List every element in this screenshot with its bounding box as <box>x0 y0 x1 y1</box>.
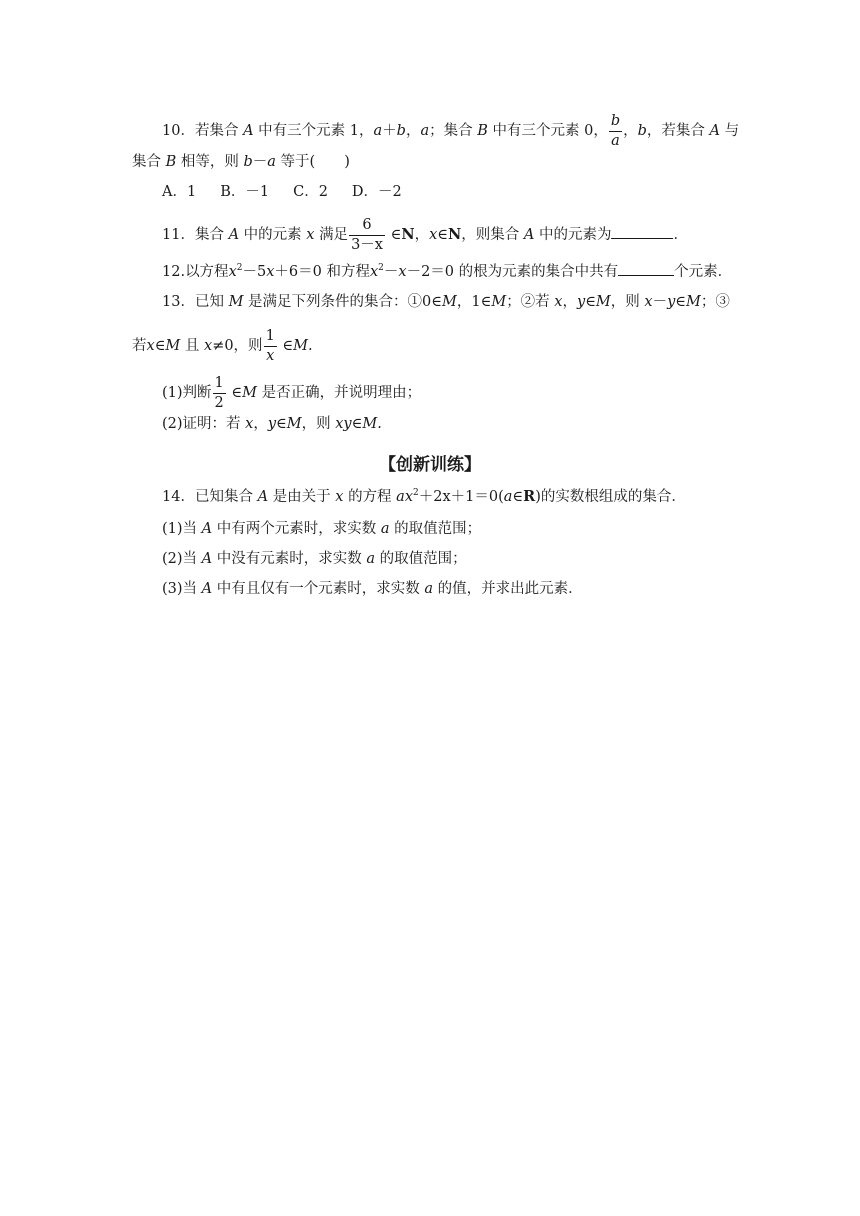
q12-number: 12. <box>162 264 186 280</box>
q13-number: 13． <box>162 294 195 310</box>
q10-option-d[interactable]: D．－2 <box>351 184 402 200</box>
q10-option-c[interactable]: C．2 <box>293 184 328 200</box>
q10-line2: 集合 B 相等，则 b－a 等于( ) <box>132 154 350 170</box>
q11-number: 11． <box>162 227 195 243</box>
q11-answer-blank[interactable] <box>611 224 673 239</box>
q10-line1: 10．若集合 A 中有三个元素 1，a＋b，a；集合 B 中有三个元素 0， $\frac{b}{a}$ ，b，若集合 A 与 <box>162 113 740 149</box>
q13-fraction: $\frac{1}{x}$ <box>265 328 275 364</box>
q13-line2: 若x∈M 且 x≠0，则 $\frac{1}{x}$ ∈M. <box>132 328 313 364</box>
q10-options <box>162 182 426 202</box>
q13-line1: 13．已知 M 是满足下列条件的集合：①0∈M，1∈M；②若 x，y∈M，则 x－y∈M；③ <box>162 294 730 310</box>
q12-line: 12.以方程$x^2-5x+6=0$ 和方程$x^2-x-2=0$ 的根为元素的集合中共有 个元素． <box>162 263 733 280</box>
section-title: 【创新训练】 <box>379 455 481 475</box>
q14-sub2: (2)当 A 中没有元素时，求实数 a 的取值范围； <box>162 551 467 567</box>
q14-sub1: (1)当 A 中有两个元素时，求实数 a 的取值范围； <box>162 521 482 537</box>
q10-option-a[interactable]: A．1 <box>162 184 197 200</box>
q13-sub1: (1)判断 $\frac{1}{2}$ ∈M 是否正确，并说明理由； <box>162 375 422 411</box>
q11-fraction: $\frac{6}{3-x}$ <box>351 217 383 253</box>
q10-number: 10． <box>162 123 195 139</box>
q13-sub2: (2)证明：若 x，y∈M，则 xy∈M. <box>162 416 382 432</box>
q11-line: 11．集合 A 中的元素 x 满足 $\frac{6}{3-x}$ ∈N，x∈N，则集合 A 中的元素为 ． <box>162 217 688 253</box>
q10-option-b[interactable]: B．－1 <box>220 184 270 200</box>
q14-number: 14． <box>162 489 195 505</box>
q12-answer-blank[interactable] <box>618 261 674 276</box>
q10-fraction: $\frac{b}{a}$ <box>610 113 621 149</box>
q14-line: 14．已知集合 A 是由关于 x 的方程 $ax^2+2x+1=0(a\in R)$的实数根组成的集合． <box>162 488 686 505</box>
q13-sub1-fraction: $\frac{1}{2}$ <box>214 375 224 411</box>
q14-sub3: (3)当 A 中有且仅有一个元素时，求实数 a 的值，并求出此元素． <box>162 581 583 597</box>
